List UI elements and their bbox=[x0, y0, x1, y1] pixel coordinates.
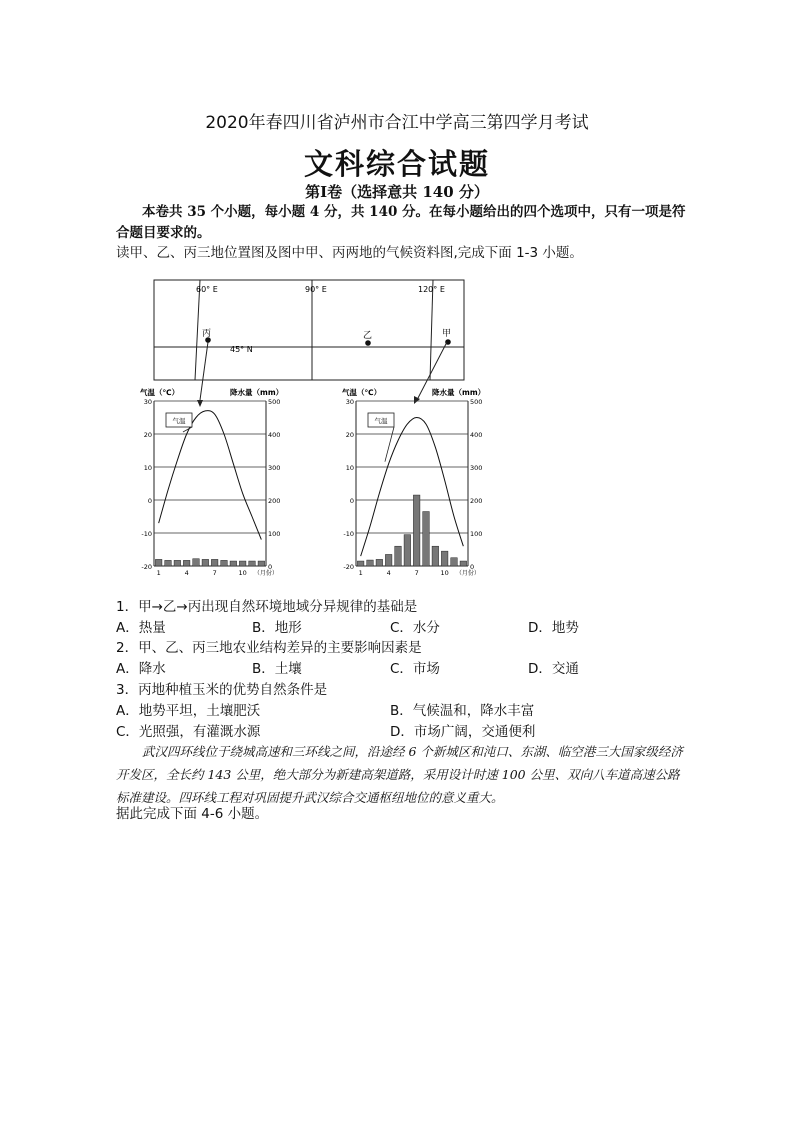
precip-bar bbox=[376, 559, 383, 566]
section-title: 第Ⅰ卷（选择意共 140 分） bbox=[305, 183, 489, 201]
q1-option-b: B．地形 bbox=[252, 620, 302, 636]
precip-bar bbox=[258, 561, 265, 566]
next-questions-prompt: 据此完成下面 4-6 小题。 bbox=[116, 806, 269, 822]
month-tick-label: 1 bbox=[358, 569, 363, 577]
precip-tick-label: 0 bbox=[470, 563, 475, 571]
temp-axis-label: 气温（℃） bbox=[140, 388, 180, 397]
precip-bar bbox=[367, 560, 374, 566]
temp-tick-label: -10 bbox=[141, 530, 152, 538]
temp-tick-label: 0 bbox=[147, 497, 152, 505]
temp-tick-label: 10 bbox=[143, 464, 152, 472]
temp-axis-label: 气温（℃） bbox=[342, 388, 382, 397]
temperature-callout-label: 气温 bbox=[172, 417, 186, 425]
precip-bar bbox=[385, 554, 392, 566]
precip-tick-label: 0 bbox=[268, 563, 273, 571]
temp-tick-label: -20 bbox=[141, 563, 152, 571]
temperature-callout-label: 气温 bbox=[374, 417, 388, 425]
temperature-callout-leader bbox=[385, 427, 394, 462]
precip-bar bbox=[183, 560, 190, 566]
climate-chart-bing bbox=[138, 384, 298, 580]
lon-label-120: 120° E bbox=[418, 285, 445, 294]
precip-tick-label: 300 bbox=[470, 464, 483, 472]
q2-option-a: A．降水 bbox=[116, 661, 166, 677]
question-2-stem: 2．甲、乙、丙三地农业结构差异的主要影响因素是 bbox=[116, 640, 422, 656]
temp-tick-label: 10 bbox=[345, 464, 354, 472]
precip-bar bbox=[211, 559, 218, 566]
precip-tick-label: 400 bbox=[470, 431, 483, 439]
precip-bar bbox=[230, 561, 237, 566]
plot-area bbox=[343, 398, 482, 577]
temp-tick-label: 20 bbox=[345, 431, 354, 439]
lon-label-90: 90° E bbox=[305, 285, 327, 294]
q2-option-d: D．交通 bbox=[528, 661, 579, 677]
main-title: 文科综合试题 bbox=[303, 147, 490, 181]
reading-passage: 武汉四环线位于绕城高速和三环线之间，沿途经 6 个新城区和沌口、东湖、临空港三大国家级经济开发区，全长约 143 公里，绝大部分为新建高架道路，采用设计时速 100 公里、双向八车道高速公路标准建设。四环线工程对巩固提升武汉综合交通枢纽地位的意义重大。 bbox=[116, 744, 683, 805]
precip-tick-label: 400 bbox=[268, 431, 281, 439]
precip-axis-label: 降水量（mm） bbox=[230, 388, 284, 397]
q3-option-a: A．地势平坦，土壤肥沃 bbox=[116, 703, 261, 719]
month-tick-label: 7 bbox=[414, 569, 419, 577]
month-tick-label: 1 bbox=[156, 569, 161, 577]
lat-label: 45° N bbox=[230, 345, 253, 354]
month-tick-label: 10 bbox=[440, 569, 449, 577]
month-tick-label: 4 bbox=[184, 569, 189, 577]
month-unit-label: （月份） bbox=[455, 570, 480, 577]
month-tick-label: 4 bbox=[386, 569, 391, 577]
month-tick-label: 10 bbox=[238, 569, 247, 577]
precip-bar bbox=[155, 559, 162, 566]
precip-bar bbox=[249, 561, 256, 566]
place-label-jia: 甲 bbox=[442, 329, 452, 339]
q2-option-c: C．市场 bbox=[390, 661, 440, 677]
precip-bar bbox=[441, 551, 448, 566]
precip-bar bbox=[193, 559, 200, 566]
climate-chart-jia bbox=[340, 384, 500, 580]
pointer-arrows bbox=[0, 0, 794, 420]
precip-bar bbox=[221, 560, 228, 566]
figure-intro: 读甲、乙、丙三地位置图及图中甲、丙两地的气候资料图,完成下面 1-3 小题。 bbox=[116, 245, 583, 261]
instruction: 本卷共 35 个小题，每小题 4 分，共 140 分。在每小题给出的四个选项中，只有一项是符合题目要求的。 bbox=[116, 204, 686, 241]
precip-tick-label: 100 bbox=[470, 530, 483, 538]
precip-axis-label: 降水量（mm） bbox=[432, 388, 486, 397]
place-label-yi: 乙 bbox=[363, 331, 373, 341]
precip-bar bbox=[395, 546, 402, 566]
precip-tick-label: 100 bbox=[268, 530, 281, 538]
q1-option-a: A．热量 bbox=[116, 620, 166, 636]
precip-bar bbox=[451, 558, 458, 566]
precip-bar bbox=[239, 561, 246, 566]
precip-tick-label: 500 bbox=[470, 398, 483, 406]
q3-option-c: C．光照强，有灌溉水源 bbox=[116, 724, 261, 740]
q1-option-d: D．地势 bbox=[528, 620, 579, 636]
question-3-stem: 3．丙地种植玉米的优势自然条件是 bbox=[116, 682, 328, 698]
month-unit-label: （月份） bbox=[253, 570, 278, 577]
precip-bar bbox=[413, 495, 420, 566]
precip-bar bbox=[423, 512, 430, 566]
month-tick-label: 7 bbox=[212, 569, 217, 577]
place-label-bing: 丙 bbox=[202, 329, 212, 339]
temp-tick-label: -20 bbox=[343, 563, 354, 571]
precip-bar bbox=[165, 560, 172, 566]
plot-area bbox=[141, 398, 280, 577]
precip-bar bbox=[202, 559, 209, 566]
temp-tick-label: 0 bbox=[349, 497, 354, 505]
precip-bar bbox=[432, 546, 439, 566]
temperature-line bbox=[159, 411, 262, 540]
exam-title: 2020年春四川省泸州市合江中学高三第四学月考试 bbox=[205, 113, 589, 133]
temperature-line bbox=[361, 418, 464, 557]
precip-tick-label: 200 bbox=[470, 497, 483, 505]
temp-tick-label: 20 bbox=[143, 431, 152, 439]
precip-bar bbox=[174, 560, 181, 566]
q2-option-b: B．土壤 bbox=[252, 661, 302, 677]
q3-option-b: B．气候温和，降水丰富 bbox=[390, 703, 535, 719]
temp-tick-label: 30 bbox=[143, 398, 152, 406]
precip-tick-label: 200 bbox=[268, 497, 281, 505]
q3-option-d: D．市场广阔，交通便利 bbox=[390, 724, 536, 740]
lon-label-60: 60° E bbox=[196, 285, 218, 294]
question-1-stem: 1．甲→乙→丙出现自然环境地域分异规律的基础是 bbox=[116, 599, 418, 615]
precip-tick-label: 500 bbox=[268, 398, 281, 406]
temp-tick-label: 30 bbox=[345, 398, 354, 406]
precip-tick-label: 300 bbox=[268, 464, 281, 472]
precip-bar bbox=[460, 561, 467, 566]
q1-option-c: C．水分 bbox=[390, 620, 440, 636]
temp-tick-label: -10 bbox=[343, 530, 354, 538]
precip-bar bbox=[357, 561, 364, 566]
precip-bar bbox=[404, 535, 411, 566]
